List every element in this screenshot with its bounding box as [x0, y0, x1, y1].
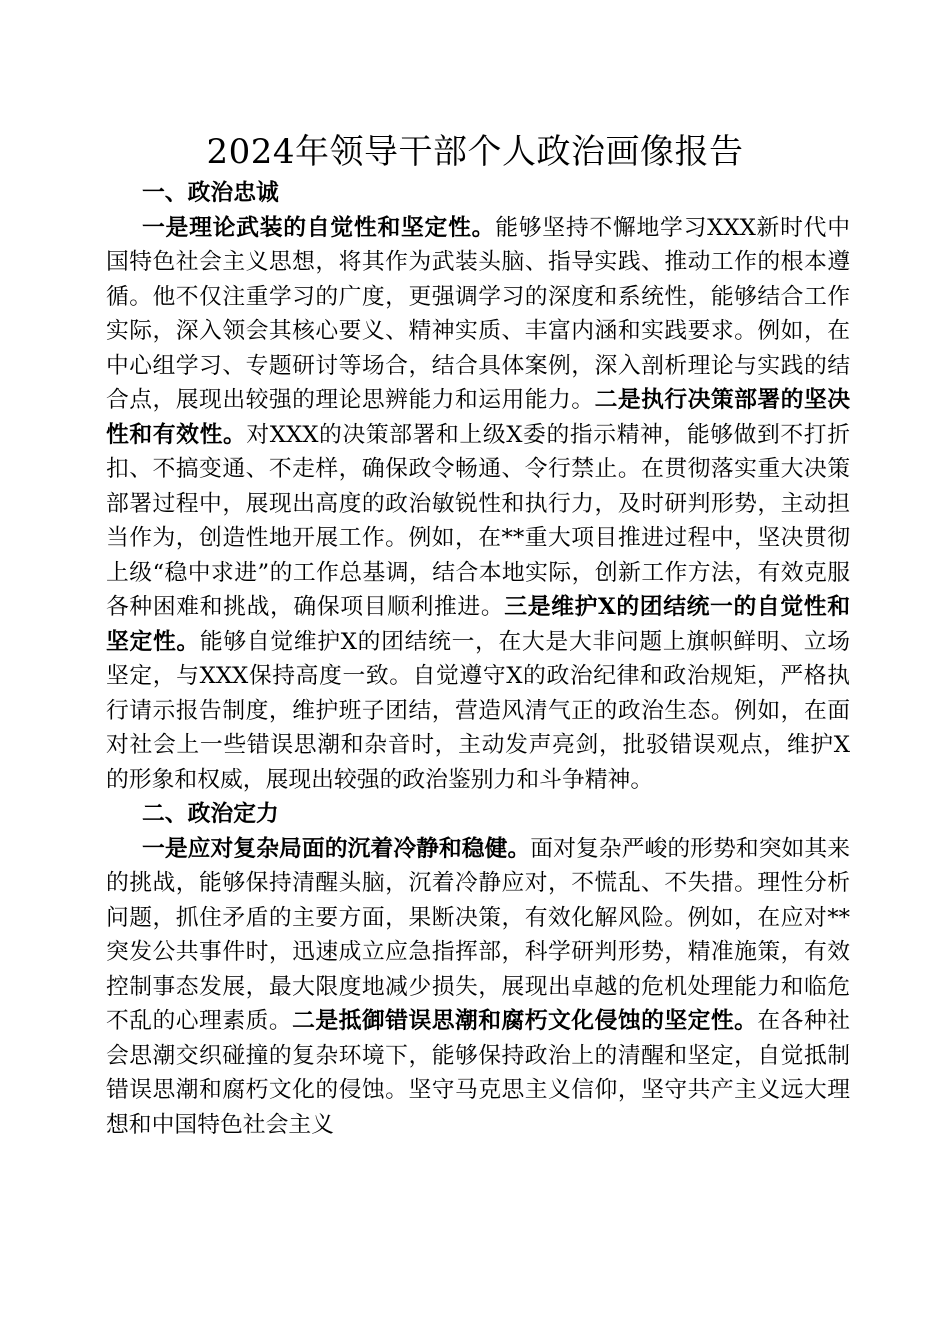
section-paragraph-political-loyalty: [106, 211, 850, 798]
point-lead-unity: 三是维护X的团结统一的自觉性和坚定性。: [106, 594, 850, 655]
point-lead-theory: 一是理论武装的自觉性和坚定性。: [142, 214, 496, 241]
point-text-theory: 能够坚持不懈地学习XXX新时代中国特色社会主义思想，将其作为武装头脑、指导实践、推动工作的根本遵循。他不仅注重学习的广度，更强调学习的深度和系统性，能够结合工作实际，深入领会其核心要义、精神实质、丰富内涵和实践要求。例如，在中心组学习、专题研讨等场合，结合具体案例，深入剖析理论与实践的结合点，展现出较强的理论思辨能力和运用能力。: [106, 214, 850, 413]
point-lead-composure: 一是应对复杂局面的沉着冷静和稳健。: [142, 835, 531, 862]
point-lead-resistance: 二是抵御错误思潮和腐朽文化侵蚀的坚定性。: [292, 1008, 758, 1034]
point-text-composure: 面对复杂严峻的形势和突如其来的挑战，能够保持清醒头脑，沉着冷静应对，不慌乱、不失措。理性分析问题，抓住矛盾的主要方面，果断决策，有效化解风险。例如，在应对**突发公共事件时，迅速成立应急指挥部，科学研判形势，精准施策，有效控制事态发展，最大限度地减少损失，展现出卓越的危机处理能力和临危不乱的心理素质。: [106, 835, 851, 1034]
point-text-resistance: 在各种社会思潮交织碰撞的复杂环境下，能够保持政治上的清醒和坚定，自觉抵制错误思潮和腐朽文化的侵蚀。坚守马克思主义信仰，坚守共产主义远大理想和中国特色社会主义: [106, 1008, 851, 1138]
point-text-execution: 对XXX的决策部署和上级X委的指示精神，能够做到不打折扣、不搞变通、不走样，确保政令畅通、令行禁止。在贯彻落实重大决策部署过程中，展现出高度的政治敏锐性和执行力，及时研判形势，主动担当作为，创造性地开展工作。例如，在**重大项目推进过程中，坚决贯彻上级“稳中求进”的工作总基调，结合本地实际，创新工作方法，有效克服各种困难和挑战，确保项目顺利推进。: [106, 421, 850, 620]
section-heading-political-loyalty: 一、政治忠诚: [142, 180, 279, 206]
section-paragraph-political-resolve: [106, 832, 850, 1143]
page-title: 2024年领导干部个人政治画像报告: [206, 132, 744, 172]
section-heading-political-resolve: 二、政治定力: [142, 801, 279, 827]
document-body: [106, 176, 850, 1142]
point-text-unity: 能够自觉维护X的团结统一，在大是大非问题上旗帜鲜明、立场坚定，与XXX保持高度一致。自觉遵守X的政治纪律和政治规矩，严格执行请示报告制度，维护班子团结，营造风清气正的政治生态。例如，在面对社会上一些错误思潮和杂音时，主动发声亮剑，批驳错误观点，维护X的形象和权威，展现出较强的政治鉴别力和斗争精神。: [106, 628, 850, 793]
point-lead-execution: 二是执行决策部署的坚决性和有效性。: [106, 387, 851, 448]
